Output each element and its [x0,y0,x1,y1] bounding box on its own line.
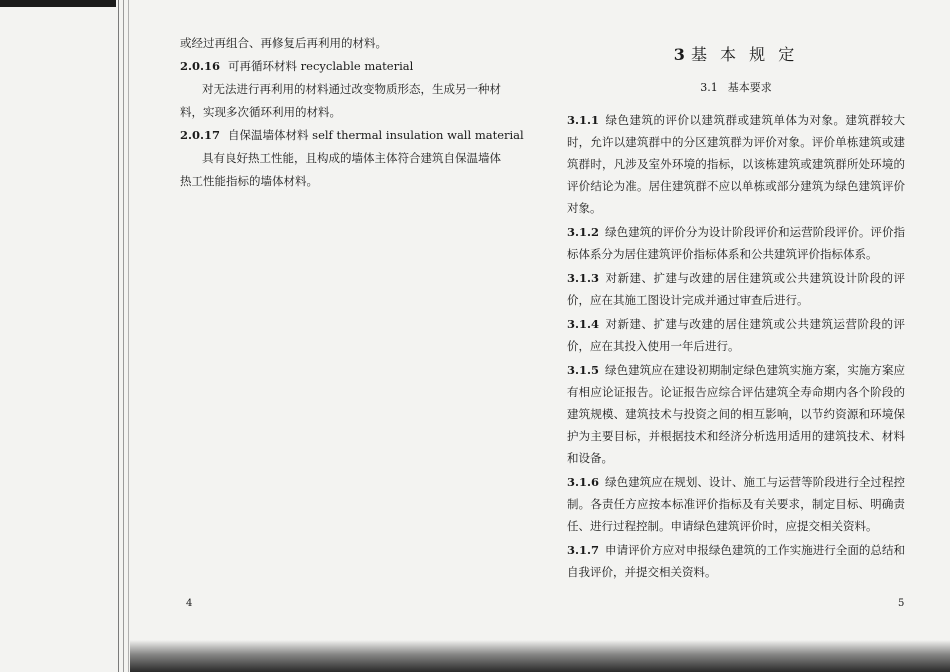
page-bottom-shadow [130,640,950,672]
page-number-right: 5 [898,598,905,609]
clause-text: 申请评价方应对申报绿色建筑的工作实施进行全面的总结和自我评价，并提交相关资料。 [567,543,905,579]
clause-number: 3.1.7 [567,543,600,557]
clause-list [567,109,905,583]
clause-text: 绿色建筑应在规划、设计、施工与运营等阶段进行全过程控制。各责任方应按本标准评价指标及有关要求，制定目标、明确责任、进行过程控制。申请绿色建筑评价时，应提交相关资料。 [567,475,905,533]
term-2-0-16 [180,59,520,74]
clause-text: 对新建、扩建与改建的居住建筑或公共建筑运营阶段的评价，应在其投入使用一年后进行。 [567,317,905,353]
clause-number: 3.1.5 [567,363,600,377]
continuation-text: 或经过再组合、再修复后再利用的材料。 [180,36,387,50]
clause-text: 绿色建筑应在建设初期制定绿色建筑实施方案，实施方案应有相应论证报告。论证报告应综合评估建筑全寿命期内各个阶段的建筑规模、建筑技术与投资之间的相互影响，以节约资源和环境保护为主要目标，并根据技术和经济分析选用适用的建筑技术、材料和设备。 [567,363,905,465]
clause-number: 3.1.1 [567,113,600,127]
clause-3-1-6 [567,471,905,537]
clause-text: 绿色建筑的评价分为设计阶段评价和运营阶段评价。评价指标体系分为居住建筑评价指标体系和公共建筑评价指标体系。 [567,225,905,261]
definition-line: 料，实现多次循环利用的材料。 [180,105,341,119]
term-title: 自保温墙体材料 self thermal insulation wall material [228,128,524,142]
clause-3-1-4 [567,313,905,357]
clause-3-1-1 [567,109,905,219]
spine-line [123,0,124,672]
clause-3-1-7 [567,539,905,583]
definition-line: 热工性能指标的墙体材料。 [180,174,318,188]
clause-3-1-2 [567,221,905,265]
definition-line: 对无法进行再利用的材料通过改变物质形态，生成另一种材 [202,82,501,96]
section-name: 基本要求 [727,81,772,94]
clause-3-1-3 [567,267,905,311]
left-page [180,36,524,197]
chapter-number: 3 [673,45,685,64]
right-page [567,38,905,585]
section-title [567,79,905,95]
term-title: 可再循环材料 recyclable material [228,59,414,73]
clause-text: 绿色建筑的评价以建筑群或建筑单体为对象。建筑群较大时，允许以建筑群中的分区建筑群为评价对象。评价单栋建筑或建筑群时，凡涉及室外环境的指标，以该栋建筑或建筑群所处环境的评价结论为准。居住建筑群不应以单栋或部分建筑为绿色建筑评价对象。 [567,113,905,215]
section-number: 3.1 [700,81,718,94]
definition-line: 具有良好热工性能，且构成的墙体主体符合建筑自保温墙体 [202,151,501,165]
clause-number: 3.1.4 [567,317,600,331]
spine-line [128,0,129,672]
term-number: 2.0.17 [180,128,221,142]
page-top-shadow [0,0,116,7]
clause-number: 3.1.3 [567,271,600,285]
clause-number: 3.1.6 [567,475,600,489]
term-number: 2.0.16 [180,59,221,73]
clause-3-1-5 [567,359,905,469]
clause-number: 3.1.2 [567,225,600,239]
clause-text: 对新建、扩建与改建的居住建筑或公共建筑设计阶段的评价，应在其施工图设计完成并通过审查后进行。 [567,271,905,307]
spine-line [118,0,119,672]
page-number-left: 4 [186,598,193,609]
term-2-0-17 [180,128,524,143]
chapter-title [567,42,905,65]
chapter-name: 基 本 规 定 [690,45,799,64]
